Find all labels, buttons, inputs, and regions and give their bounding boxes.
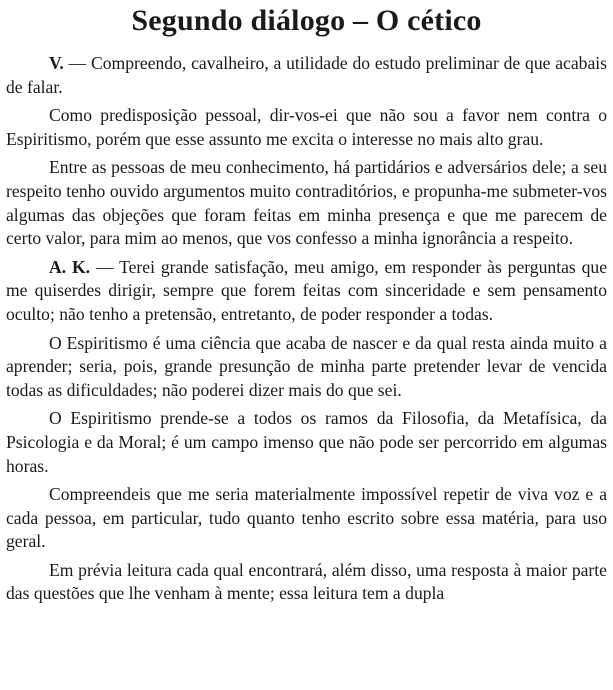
paragraph [6,407,607,478]
paragraph [6,52,607,99]
paragraph-text: Em prévia leitura cada qual encontrará, além disso, uma resposta à maior parte das questões que lhe venham à mente; essa leitura tem a dupla [6,559,607,604]
paragraph-text: Como predisposição pessoal, dir-vos-ei que não sou a favor nem contra o Espiritismo, porém que esse assunto me excita o interesse no mais alto grau. [6,105,607,149]
paragraph [6,156,607,250]
paragraph [6,332,607,403]
speaker-label: V. [49,53,64,73]
body-text [6,52,607,606]
paragraph [6,256,607,327]
paragraph-text: — Terei grande satisfação, meu amigo, em responder às perguntas que me quiserdes dirigir, sempre que forem feitas com sinceridade e sem pensamento oculto; não tenho a pretensão, entretanto, de poder responder a todas. [6,256,607,324]
paragraph-text: — Compreendo, cavalheiro, a utilidade do estudo preliminar de que acabais de falar. [6,53,607,97]
paragraph-text: Entre as pessoas de meu conhecimento, há partidários e adversários dele; a seu respeito tenho ouvido argumentos muito contraditórios, e propunha-me submeter-vos algumas das objeções que foram feitas em minha presença e que me parecem de certo valor, para mim ao menos, que vos confesso a minha ignorância a respeito. [6,157,607,249]
paragraph-text: O Espiritismo prende-se a todos os ramos da Filosofia, da Metafísica, da Psicologia e da Moral; é um campo imenso que não pode ser percorrido em algumas horas. [6,408,607,476]
paragraph [6,104,607,151]
paragraph [6,483,607,554]
paragraph-text: O Espiritismo é uma ciência que acaba de nascer e da qual resta ainda muito a aprender; seria, pois, grande presunção de minha parte pretender levar de vencida todas as dificuldades; não poderei dizer mais do que sei. [6,332,607,400]
chapter-title: Segundo diálogo – O cético [131,4,482,37]
speaker-label: A. K. [49,256,91,277]
paragraph [6,559,607,606]
paragraph-text: Compreendeis que me seria materialmente impossível repetir de viva voz e a cada pessoa, em particular, tudo quanto tenho escrito sobre essa matéria, para uso geral. [6,484,607,552]
